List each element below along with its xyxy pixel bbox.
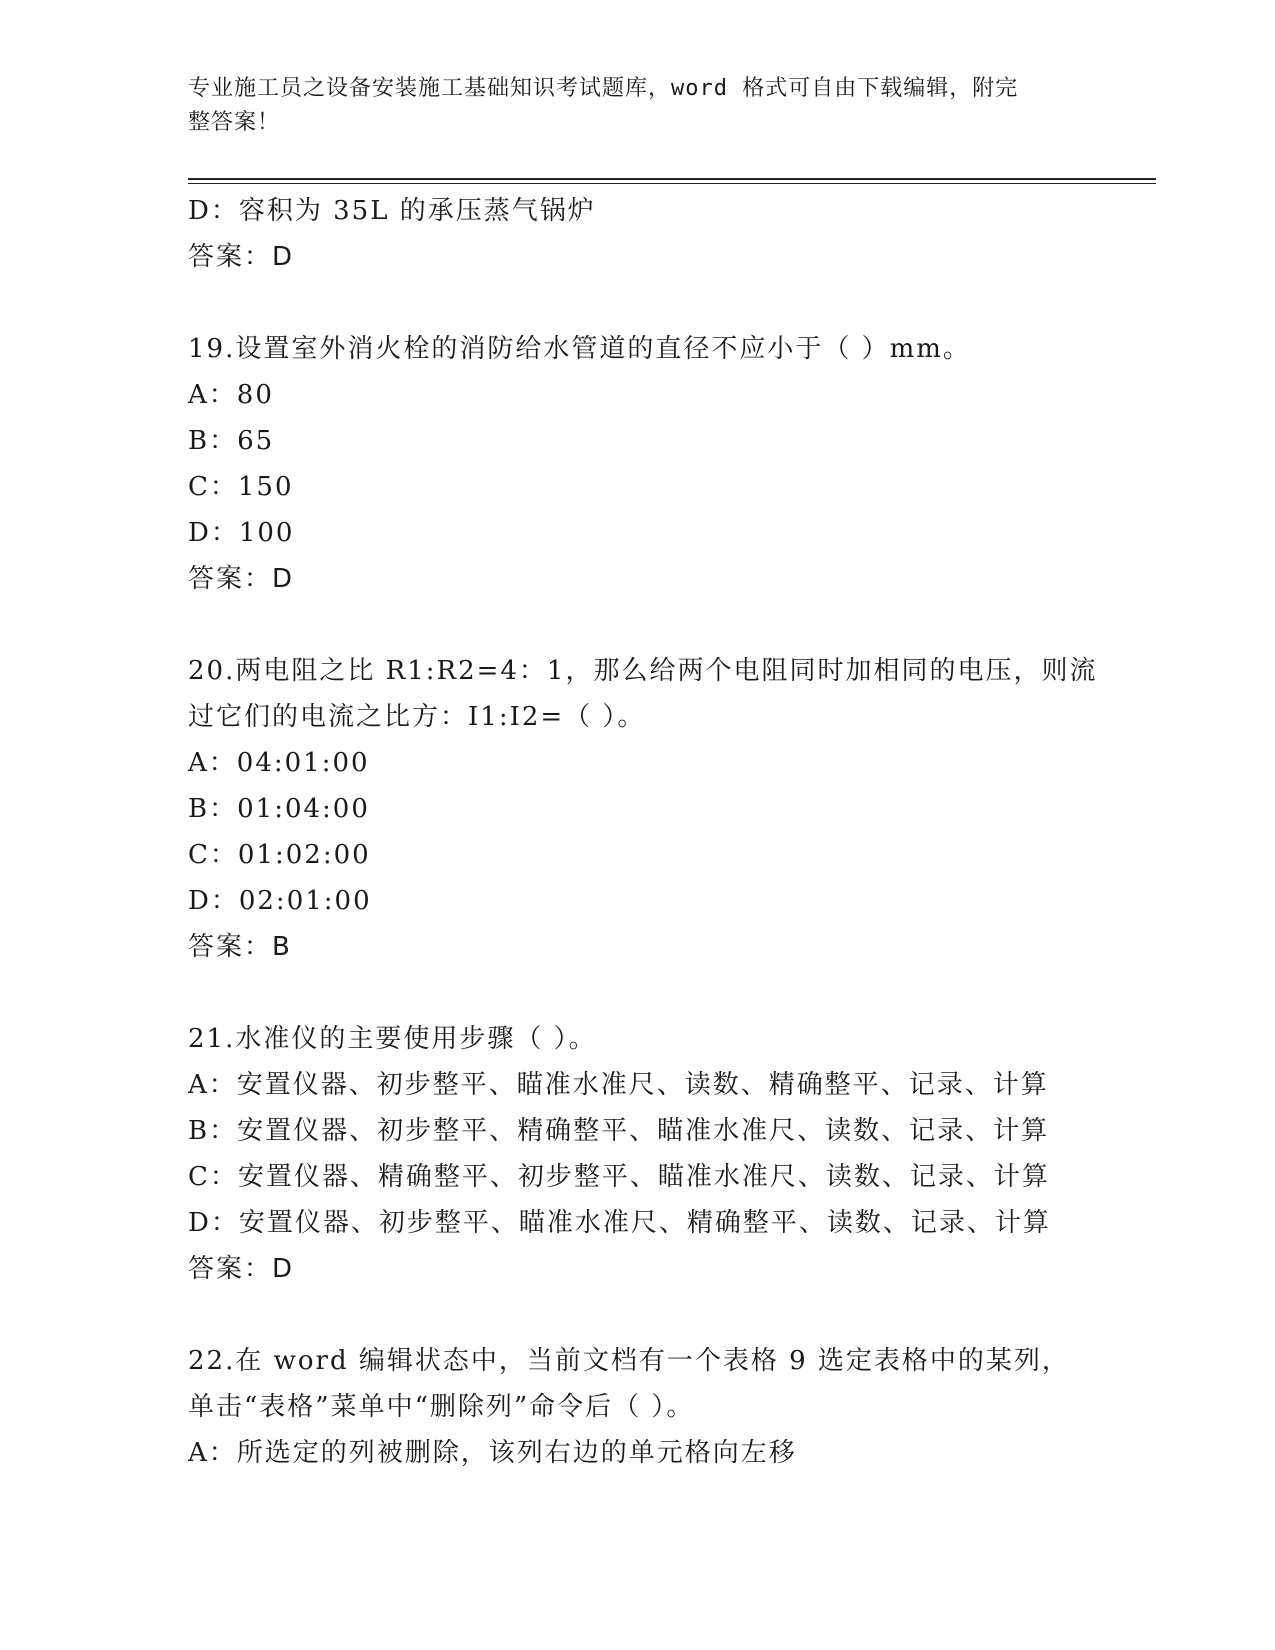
carryover-answer: 答案：D [188,242,295,272]
option-b: B：安置仪器、初步整平、精确整平、瞄准水准尺、读数、记录、计算 [188,1116,1050,1146]
question-20 [188,648,1098,970]
question-text-line-2: 过它们的电流之比方：I1:I2=（ ）。 [188,702,646,732]
question-19 [188,326,1088,602]
document-body [188,188,1098,1476]
option-d: D：安置仪器、初步整平、瞄准水准尺、精确整平、读数、记录、计算 [188,1208,1051,1238]
option-a: A：安置仪器、初步整平、瞄准水准尺、读数、精确整平、记录、计算 [188,1070,1049,1100]
header-divider-thin [188,183,1156,184]
answer: 答案：B [188,932,292,962]
option-b: B：01:04:00 [188,794,370,824]
page-header [188,72,1068,140]
question-text-line-2: 单击“表格”菜单中“删除列”命令后（ ）。 [188,1392,695,1422]
spacer [188,280,1088,326]
question-text-line-1: 22.在 word 编辑状态中，当前文档有一个表格 9 选定表格中的某列， [188,1346,1070,1376]
question-21 [188,1016,1088,1292]
option-c: C：01:02:00 [188,840,371,870]
option-d: D：100 [188,518,295,548]
question-22 [188,1338,1088,1476]
option-a: A：80 [188,380,274,410]
spacer [188,1292,1088,1338]
option-c: C：150 [188,472,294,502]
header-line-1: 专业施工员之设备安装施工基础知识考试题库，word 格式可自由下载编辑，附完 [188,76,1019,101]
header-divider-thick [188,178,1156,180]
question-text-line-1: 20.两电阻之比 R1:R2=4：1，那么给两个电阻同时加相同的电压，则流 [188,656,1098,686]
answer: 答案：D [188,564,295,594]
question-text: 19.设置室外消火栓的消防给水管道的直径不应小于（ ）mm。 [188,334,971,364]
option-a: A：04:01:00 [188,748,370,778]
spacer [188,602,1088,648]
option-a: A：所选定的列被删除，该列右边的单元格向左移 [188,1438,797,1468]
header-line-2: 整答案！ [188,110,281,135]
question-text: 21.水准仪的主要使用步骤（ ）。 [188,1024,597,1054]
option-b: B：65 [188,426,275,456]
option-c: C：安置仪器、精确整平、初步整平、瞄准水准尺、读数、记录、计算 [188,1162,1050,1192]
answer: 答案：D [188,1254,295,1284]
carryover-option-d: D：容积为 35L 的承压蒸气锅炉 [188,196,596,226]
spacer [188,970,1088,1016]
option-d: D：02:01:00 [188,886,372,916]
